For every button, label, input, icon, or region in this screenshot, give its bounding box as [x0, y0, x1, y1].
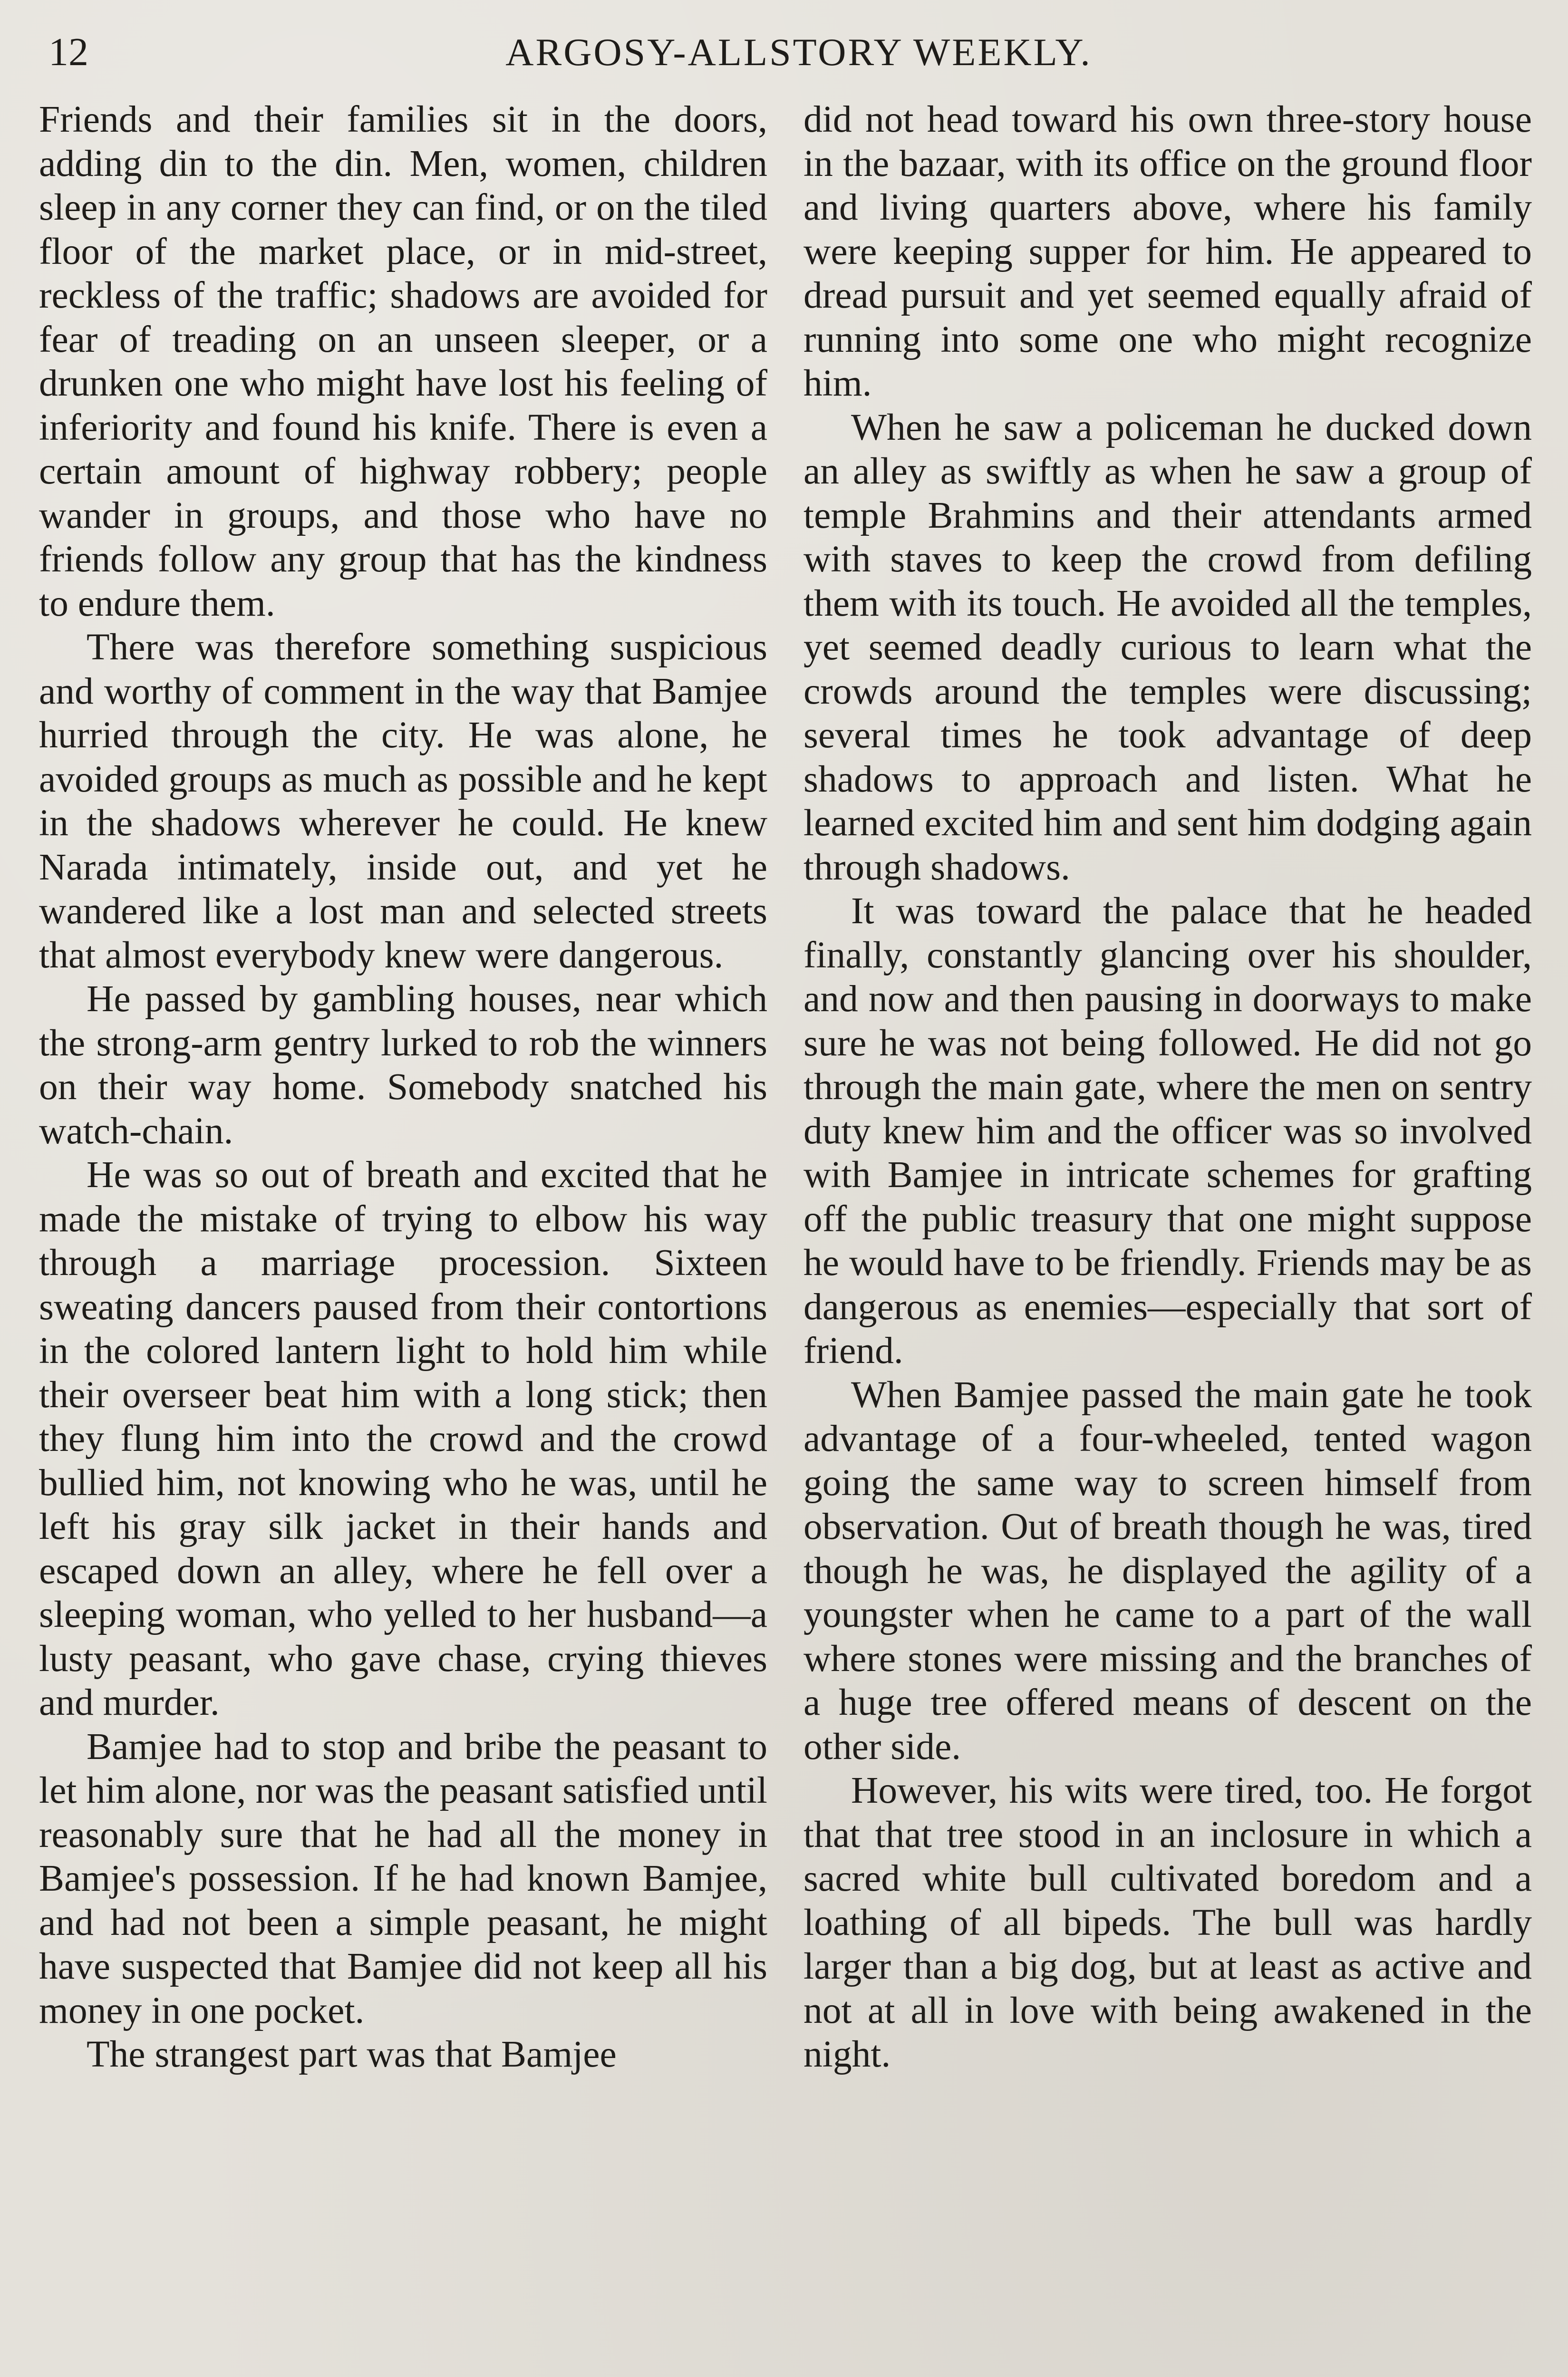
page-number: 12 — [48, 30, 88, 74]
paragraph: When Bamjee passed the main gate he took advantage of a four-wheeled, tented wagon going the same way to screen himself from observation. Out of breath though he was, tired though he was, he displayed the agility of a youngster when he came to a part of the wall where stones were missing and the branches of a huge tree offered means of descent on the other side. — [803, 1373, 1532, 1768]
paragraph: Bamjee had to stop and bribe the peasant to let him alone, nor was the peasant satisfied until reasonably sure that he had all the money in Bamjee's possession. If he had known Bamjee, and had not been a simple peasant, he might have suspected that Bamjee did not keep all his money in one pocket. — [39, 1725, 767, 2031]
right-column — [803, 97, 1532, 2077]
paragraph: When he saw a policeman he ducked down an alley as swiftly as when he saw a group of temple Brahmins and their attendants armed with staves to keep the crowd from defiling them with its touch. He avoided all the temples, yet seemed deadly curious to learn what the crowds around the temples were discussing; several times he took advantage of deep shadows to approach and listen. What he learned excited him and sent him dodging again through shadows. — [803, 406, 1532, 888]
page-header — [38, 26, 1531, 83]
paragraph: The strangest part was that Bamjee — [87, 2033, 617, 2075]
magazine-title: ARGOSY-ALLSTORY WEEKLY. — [505, 30, 1092, 74]
paragraph: There was therefore something suspicious and worthy of comment in the way that Bamjee hurried through the city. He was alone, he avoided groups as much as possible and he kept in the shadows wherever he could. He knew Narada intimately, inside out, and yet he wandered like a lost man and selected streets that almost everybody knew were dangerous. — [39, 626, 767, 976]
paragraph: It was toward the palace that he headed finally, constantly glancing over his shoulder, and now and then pausing in doorways to make sure he was not being followed. He did not go through the main gate, where the men on sentry duty knew him and the officer was so involved with Bamjee in intricate schemes for grafting off the public treasury that one might suppose he would have to be friendly. Friends may be as dangerous as enemies—especially that sort of friend. — [803, 890, 1532, 1372]
paragraph: However, his wits were tired, too. He forgot that that tree stood in an inclosure in which a sacred white bull cultivated boredom and a loathing of all bipeds. The bull was hardly larger than a big dog, but at least as active and not at all in love with being awakened in the night. — [803, 1769, 1532, 2075]
paragraph: Friends and their families sit in the doors, adding din to the din. Men, women, children sleep in any corner they can find, or on the tiled floor of the market place, or in mid-street, reckless of the traffic; shadows are avoided for fear of treading on an unseen sleeper, or a drunken one who might have lost his feeling of inferiority and found his knife. There is even a certain amount of highway robbery; people wander in groups, and those who have no friends follow any group that has the kindness to endure them. — [39, 98, 767, 624]
left-column — [39, 97, 767, 2077]
paragraph: He passed by gambling houses, near which the strong-arm gentry lurked to rob the winners on their way home. Somebody snatched his watch-chain. — [39, 978, 767, 1152]
paragraph: did not head toward his own three-story house in the bazaar, with its office on the ground floor and living quarters above, where his family were keeping supper for him. He appeared to dread pursuit and yet seemed equally afraid of running into some one who might recognize him. — [803, 98, 1532, 404]
paragraph: He was so out of breath and excited that he made the mistake of trying to elbow his way through a marriage procession. Sixteen sweating dancers paused from their contortions in the colored lantern light to hold him while their overseer beat him with a long stick; then they flung him into the crowd and the crowd bullied him, not knowing who he was, until he left his gray silk jacket in their hands and escaped down an alley, where he fell over a sleeping woman, who yelled to her husband—a lusty peasant, who gave chase, crying thieves and murder. — [39, 1154, 767, 1723]
